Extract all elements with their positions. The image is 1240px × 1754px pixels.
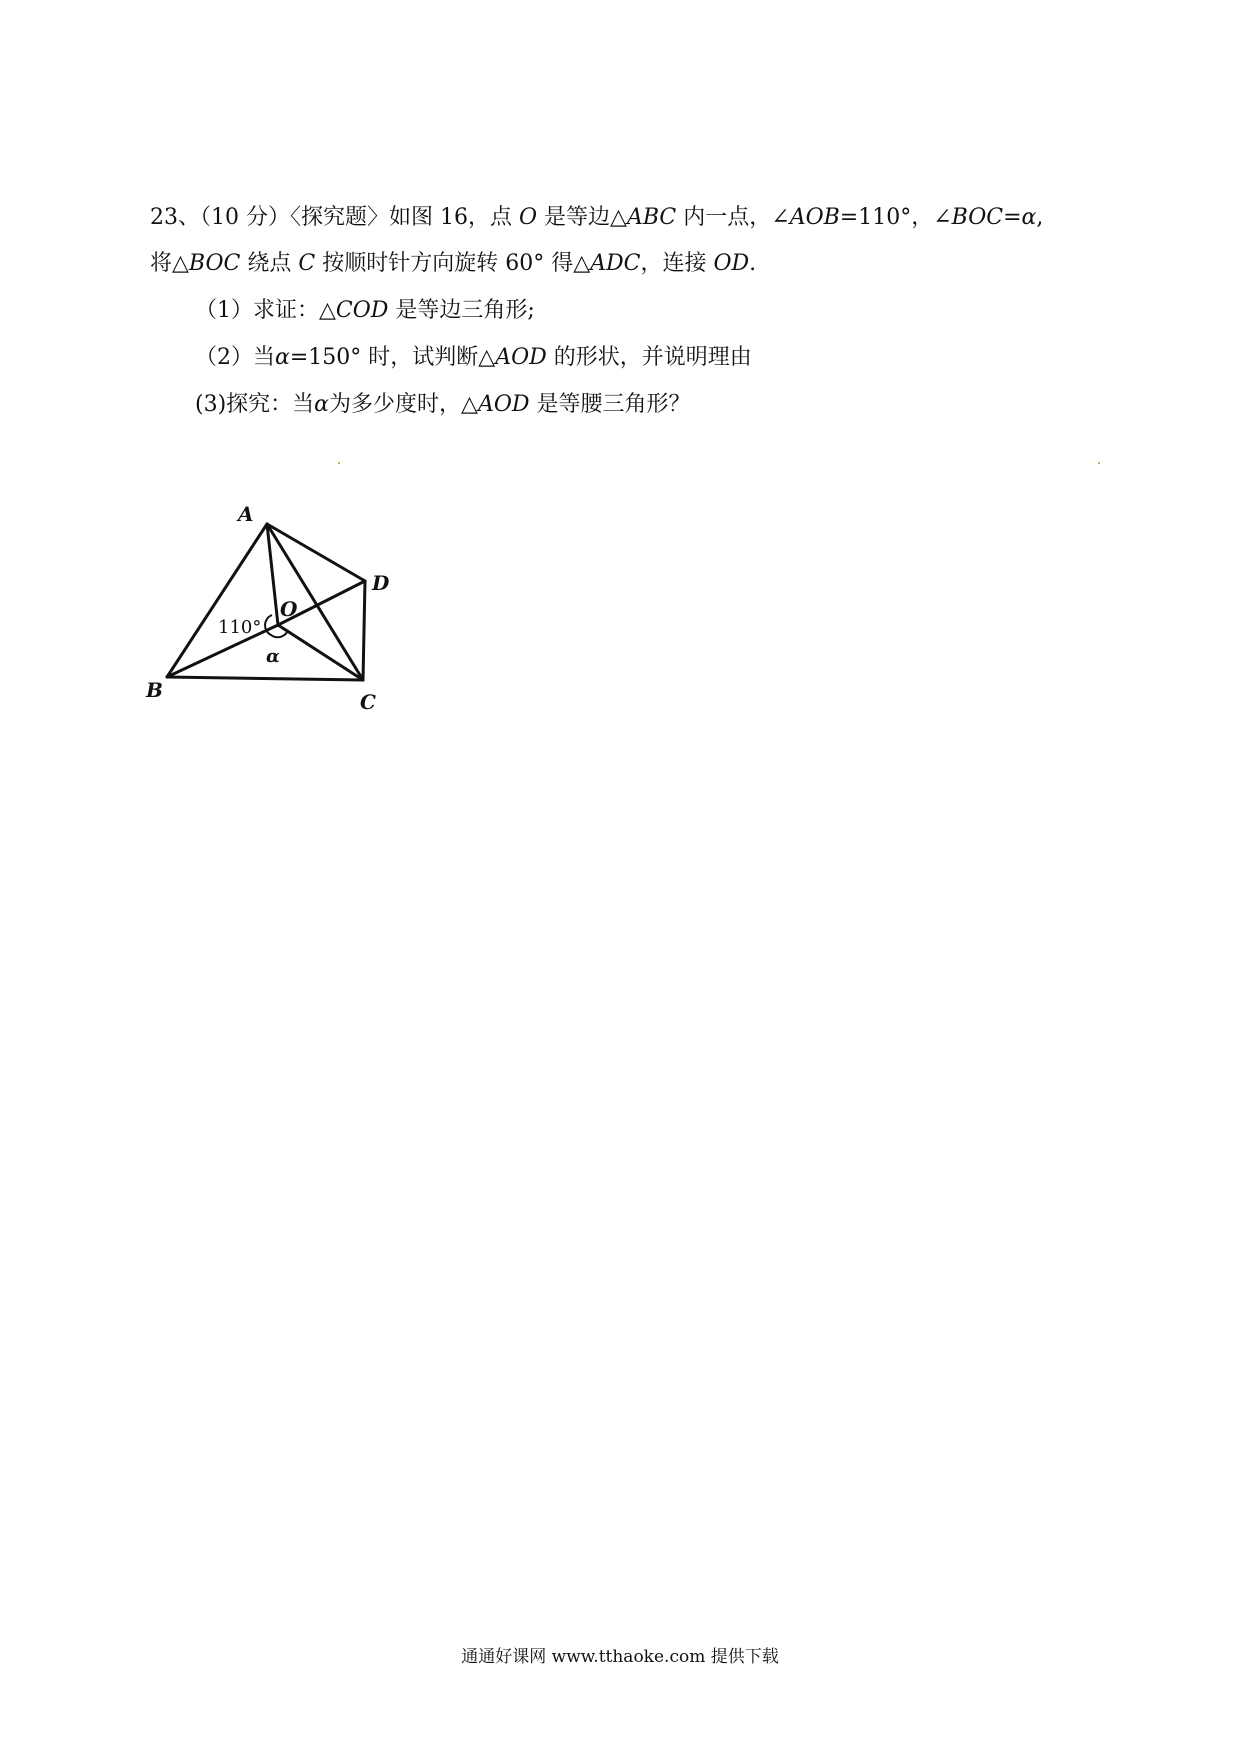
sub-question-2	[195, 345, 1110, 371]
sub-text: 是等边三角形;	[388, 298, 535, 323]
stem-text: =110°，∠	[839, 205, 952, 230]
stem-var: BOC	[188, 251, 241, 276]
sub-text: 为多少度时，△	[329, 392, 478, 417]
vertex-label-b: B	[146, 678, 163, 702]
stem-text: ,	[1036, 205, 1044, 230]
triangle-diagram	[140, 490, 400, 710]
sub-var: α	[275, 345, 290, 370]
sub-text: 是等腰三角形？	[529, 392, 691, 417]
sub-text: =150° 时，试判断△	[289, 345, 496, 370]
sub-var: AOD	[477, 392, 530, 417]
stem-text: 内一点，∠	[676, 205, 790, 230]
stem-text: =	[1003, 205, 1022, 230]
sub-question-3	[195, 392, 1110, 418]
stem-text: 是等边△	[537, 205, 627, 230]
scan-speck	[1098, 462, 1100, 464]
vertex-label-d: D	[372, 571, 390, 595]
sub-question-1	[195, 298, 1110, 324]
question-stem-line-1	[150, 205, 1110, 231]
stem-var: O	[519, 205, 538, 230]
stem-text: 绕点	[240, 251, 299, 276]
question-tag: 〈探究题〉	[290, 205, 390, 230]
scan-speck	[338, 462, 340, 464]
stem-var: α	[1021, 205, 1037, 230]
sub-text: （2）当	[195, 345, 275, 370]
angle-label-alpha: α	[266, 646, 280, 667]
stem-var: BOC	[951, 205, 1004, 230]
segment-dc	[363, 581, 365, 680]
segment-ad	[267, 524, 365, 581]
vertex-label-c: C	[360, 690, 376, 710]
sub-text: (3)探究：当	[195, 392, 315, 417]
geometry-figure-16	[140, 490, 400, 710]
stem-var: ADC	[590, 251, 641, 276]
sub-var: AOD	[495, 345, 547, 370]
question-stem-line-2	[150, 251, 1110, 277]
sub-text: （1）求证：△	[195, 298, 336, 323]
stem-text: 将△	[150, 251, 189, 276]
stem-var: C	[298, 251, 316, 276]
question-23	[150, 205, 1110, 418]
stem-text: .	[749, 251, 757, 276]
stem-text: 按顺时针方向旋转 60° 得△	[315, 251, 591, 276]
segment-oc	[278, 625, 363, 680]
segment-bc	[167, 677, 363, 680]
point-label-o: O	[280, 597, 298, 621]
stem-var: OD	[713, 251, 750, 276]
page-footer: 通通好课网 www.tthaoke.com 提供下载	[461, 1647, 779, 1667]
vertex-label-a: A	[238, 502, 254, 526]
sub-var: α	[314, 392, 330, 417]
stem-text: ，连接	[640, 251, 714, 276]
sub-var: COD	[335, 298, 389, 323]
angle-label-aob: 110°	[218, 617, 262, 638]
stem-var: AOB	[789, 205, 840, 230]
question-number: 23、	[150, 205, 200, 230]
stem-var: ABC	[626, 205, 677, 230]
sub-text: 的形状，并说明理由	[546, 345, 752, 370]
question-points: （10 分）	[200, 205, 290, 230]
stem-text: 如图 16，点	[389, 205, 519, 230]
